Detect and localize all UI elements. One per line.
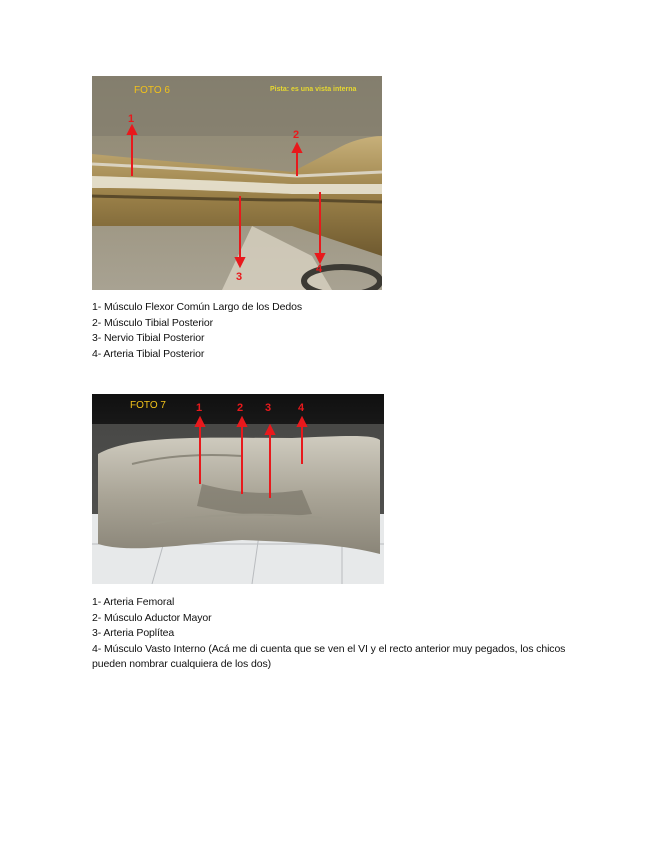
- foto-6-legend-item-3: 3- Nervio Tibial Posterior: [92, 332, 205, 344]
- foto-6-marker-2: 2: [293, 129, 300, 141]
- foto-6-marker-1: 1: [128, 113, 135, 125]
- foto-7-title: FOTO 7: [130, 400, 166, 411]
- foto-6-marker-3: 3: [236, 271, 243, 283]
- foto-6-legend: [92, 300, 302, 362]
- foto-7-marker-4: 4: [298, 402, 305, 414]
- foto-7-legend-item-2: 2- Músculo Aductor Mayor: [92, 611, 212, 624]
- foto-7-marker-3: 3: [265, 402, 272, 414]
- foto-7-legend-item-3: 3- Arteria Poplítea: [92, 627, 175, 639]
- foto-7-legend-item-4: 4- Músculo Vasto Interno (Acá me di cuenta que se ven el VI y el recto anterior muy pegados, los chicos pueden nombrar cualquiera de los dos): [92, 642, 566, 670]
- foto-6-legend-item-2: 2- Músculo Tibial Posterior: [92, 316, 214, 329]
- foto-7-marker-2: 2: [237, 402, 244, 414]
- foto-7-image: [92, 394, 384, 584]
- foto-6-image: [92, 76, 382, 290]
- foto-7-marker-1: 1: [196, 402, 203, 414]
- foto-6-legend-item-1: 1- Músculo Flexor Común Largo de los Dedos: [92, 301, 302, 313]
- foto-6-hint: Pista: es una vista interna: [270, 86, 357, 93]
- foto-7-legend: [92, 595, 572, 673]
- foto-7-legend-item-1: 1- Arteria Femoral: [92, 596, 175, 608]
- foto-6-legend-item-4: 4- Arteria Tibial Posterior: [92, 347, 205, 360]
- foto-6-marker-4: 4: [316, 263, 323, 275]
- foto-6-title: FOTO 6: [134, 85, 170, 96]
